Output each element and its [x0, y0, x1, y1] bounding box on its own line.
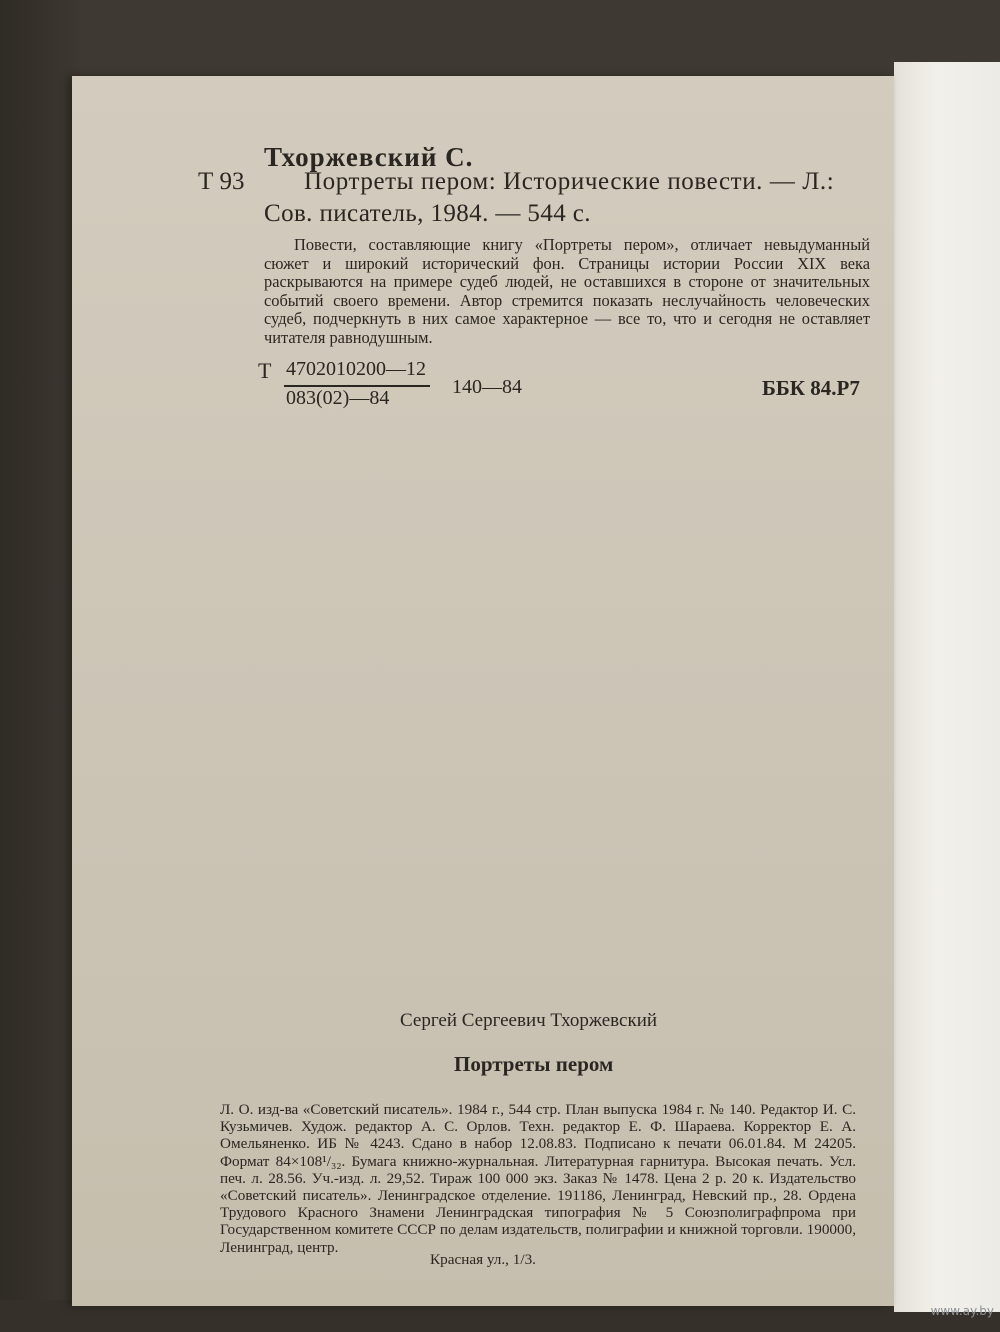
book-page	[72, 76, 894, 1306]
colophon-imprint-last-line: Красная ул., 1/3.	[430, 1251, 536, 1268]
catalog-publisher-line: Сов. писатель, 1984. — 544 с.	[264, 200, 591, 227]
catalog-author: Тхоржевский С.	[264, 142, 474, 172]
colophon-book-title: Портреты пером	[454, 1052, 614, 1076]
table-surface-left	[0, 0, 80, 1332]
index-numerator: 4702010200—12	[286, 358, 426, 380]
index-denominator: 083(02)—84	[286, 387, 390, 409]
catalog-title-line: Портреты пером: Исторические повести. — Л.:	[304, 168, 835, 195]
site-watermark: www.ay.by	[930, 1304, 994, 1318]
index-letter: Т	[258, 358, 272, 383]
bbk-code: ББК 84.Р7	[762, 376, 860, 400]
colophon-author-name: Сергей Сергеевич Тхоржевский	[400, 1010, 658, 1031]
index-side-number: 140—84	[452, 376, 522, 398]
colophon-imprint: Л. О. изд-ва «Советский писатель». 1984 г., 544 стр. План выпуска 1984 г. № 140. Редактор И. С. Кузьмичев. Худож. редактор А. С. Орлов. Техн. редактор Е. Ф. Шараева. Корректор Е. А. Омельяненко. ИБ № 4243. Сдано в набор 12.08.83. Подписано к печати 06.01.84. М 24205. Формат 84×108¹/₃₂. Бумага книжно-журнальная. Литературная гарнитура. Высокая печать. Усл. печ. л. 28.56. Уч.-изд. л. 29,52. Тираж 100 000 экз. Заказ № 1478. Цена 2 р. 20 к. Издательство «Советский писатель». Ленинградское отделение. 191186, Ленинград, Невский пр., 28. Ордена Трудового Красного Знамени Ленинградская типография № 5 Союзполиграфпрома при Государственном комитете СССР по делам издательств, полиграфии и книжной торговли. 190000, Ленинград, центр.	[220, 1101, 856, 1256]
catalog-annotation: Повести, составляющие книгу «Портреты пером», отличает невыдуманный сюжет и широкий исторический фон. Страницы истории России XIX века раскрываются на примере судеб людей, не оставшихся в стороне от значительных событий своего времени. Автор стремится показать неслучайность человеческих судеб, подчеркнуть в них самое характерное — все то, что и сегодня не оставляет читателя равнодушным.	[264, 235, 870, 347]
facing-page	[894, 62, 1000, 1312]
catalog-shelf-code: Т 93	[198, 168, 245, 195]
